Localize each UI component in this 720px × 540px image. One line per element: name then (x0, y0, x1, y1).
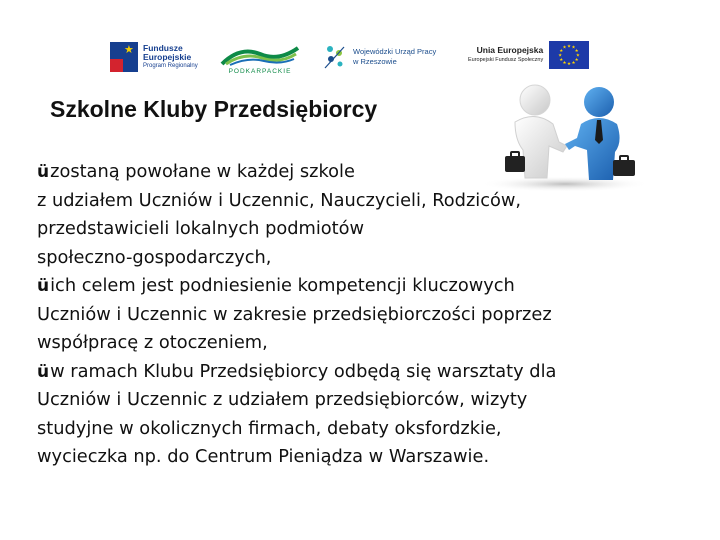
svg-text:★: ★ (559, 48, 564, 54)
item-line: współpracę z otoczeniem, (37, 332, 268, 353)
unia-europejska-logo (468, 41, 589, 69)
eu-flag-icon (549, 41, 589, 69)
fe-logo-line3: Program Regionalny (143, 62, 198, 69)
svg-text:★: ★ (559, 57, 564, 63)
fe-logo-line2: Europejskie (143, 51, 192, 62)
ue-logo-line1: Unia Europejska (476, 45, 544, 55)
item-line: społeczno-gospodarczych, (37, 246, 272, 268)
logo-bar (0, 36, 720, 84)
podkarpackie-logo (220, 42, 300, 75)
svg-text:★: ★ (576, 53, 581, 59)
svg-text:★: ★ (574, 57, 579, 63)
checkmark-icon: ü (37, 276, 50, 296)
wup-emblem-icon (322, 44, 348, 70)
item-line: z udziałem Uczniów i Uczennic, Nauczycieli, Rodziców, (37, 189, 522, 211)
wup-logo (322, 44, 436, 70)
item-line: Uczniów i Uczennic w zakresie przedsiębiorczości poprzez (37, 303, 552, 325)
wup-logo-line2: w Rzeszowie (353, 57, 397, 66)
list-item (37, 358, 687, 472)
fundusze-europejskie-logo (110, 42, 198, 72)
item-line: przedstawicieli lokalnych podmiotów (37, 218, 365, 239)
wup-logo-line1: Wojewódzki Urząd Pracy (353, 47, 437, 56)
fe-logo-line1: Fundusze (143, 42, 183, 53)
checkmark-icon: ü (37, 361, 50, 382)
svg-text:★: ★ (567, 44, 572, 50)
svg-text:★: ★ (562, 45, 567, 51)
svg-text:★: ★ (571, 61, 576, 66)
item-line: wycieczka np. do Centrum Pieniądza w Warszawie. (37, 446, 490, 467)
svg-text:★: ★ (562, 61, 567, 66)
page-title: Szkolne Kluby Przedsiębiorcy (50, 96, 378, 122)
svg-text:★: ★ (567, 62, 572, 68)
checkmark-icon: ü (37, 162, 50, 182)
list-item (37, 158, 687, 272)
bullet-list (37, 158, 687, 472)
item-line: Uczniów i Uczennic z udziałem przedsiębiorców, wizyty (37, 389, 528, 410)
svg-text:★: ★ (558, 53, 563, 59)
item-line: w ramach Klubu Przedsiębiorcy odbędą się warsztaty dla (50, 360, 557, 382)
svg-text:★: ★ (571, 45, 576, 51)
item-line: ich celem jest podniesienie kompetencji kluczowych (50, 275, 515, 296)
item-line: zostaną powołane w każdej szkole (50, 161, 355, 182)
svg-text:★: ★ (574, 48, 579, 54)
podkarpackie-logo-text: PODKARPACKIE (228, 68, 292, 75)
ue-logo-line2: Europejski Fundusz Społeczny (468, 57, 544, 63)
list-item (37, 272, 687, 358)
podkarpackie-hills-icon (220, 42, 300, 66)
item-line: studyjne w okolicznych firmach, debaty oksfordzkie, (37, 417, 502, 439)
fe-emblem-icon: ★ (110, 42, 138, 72)
